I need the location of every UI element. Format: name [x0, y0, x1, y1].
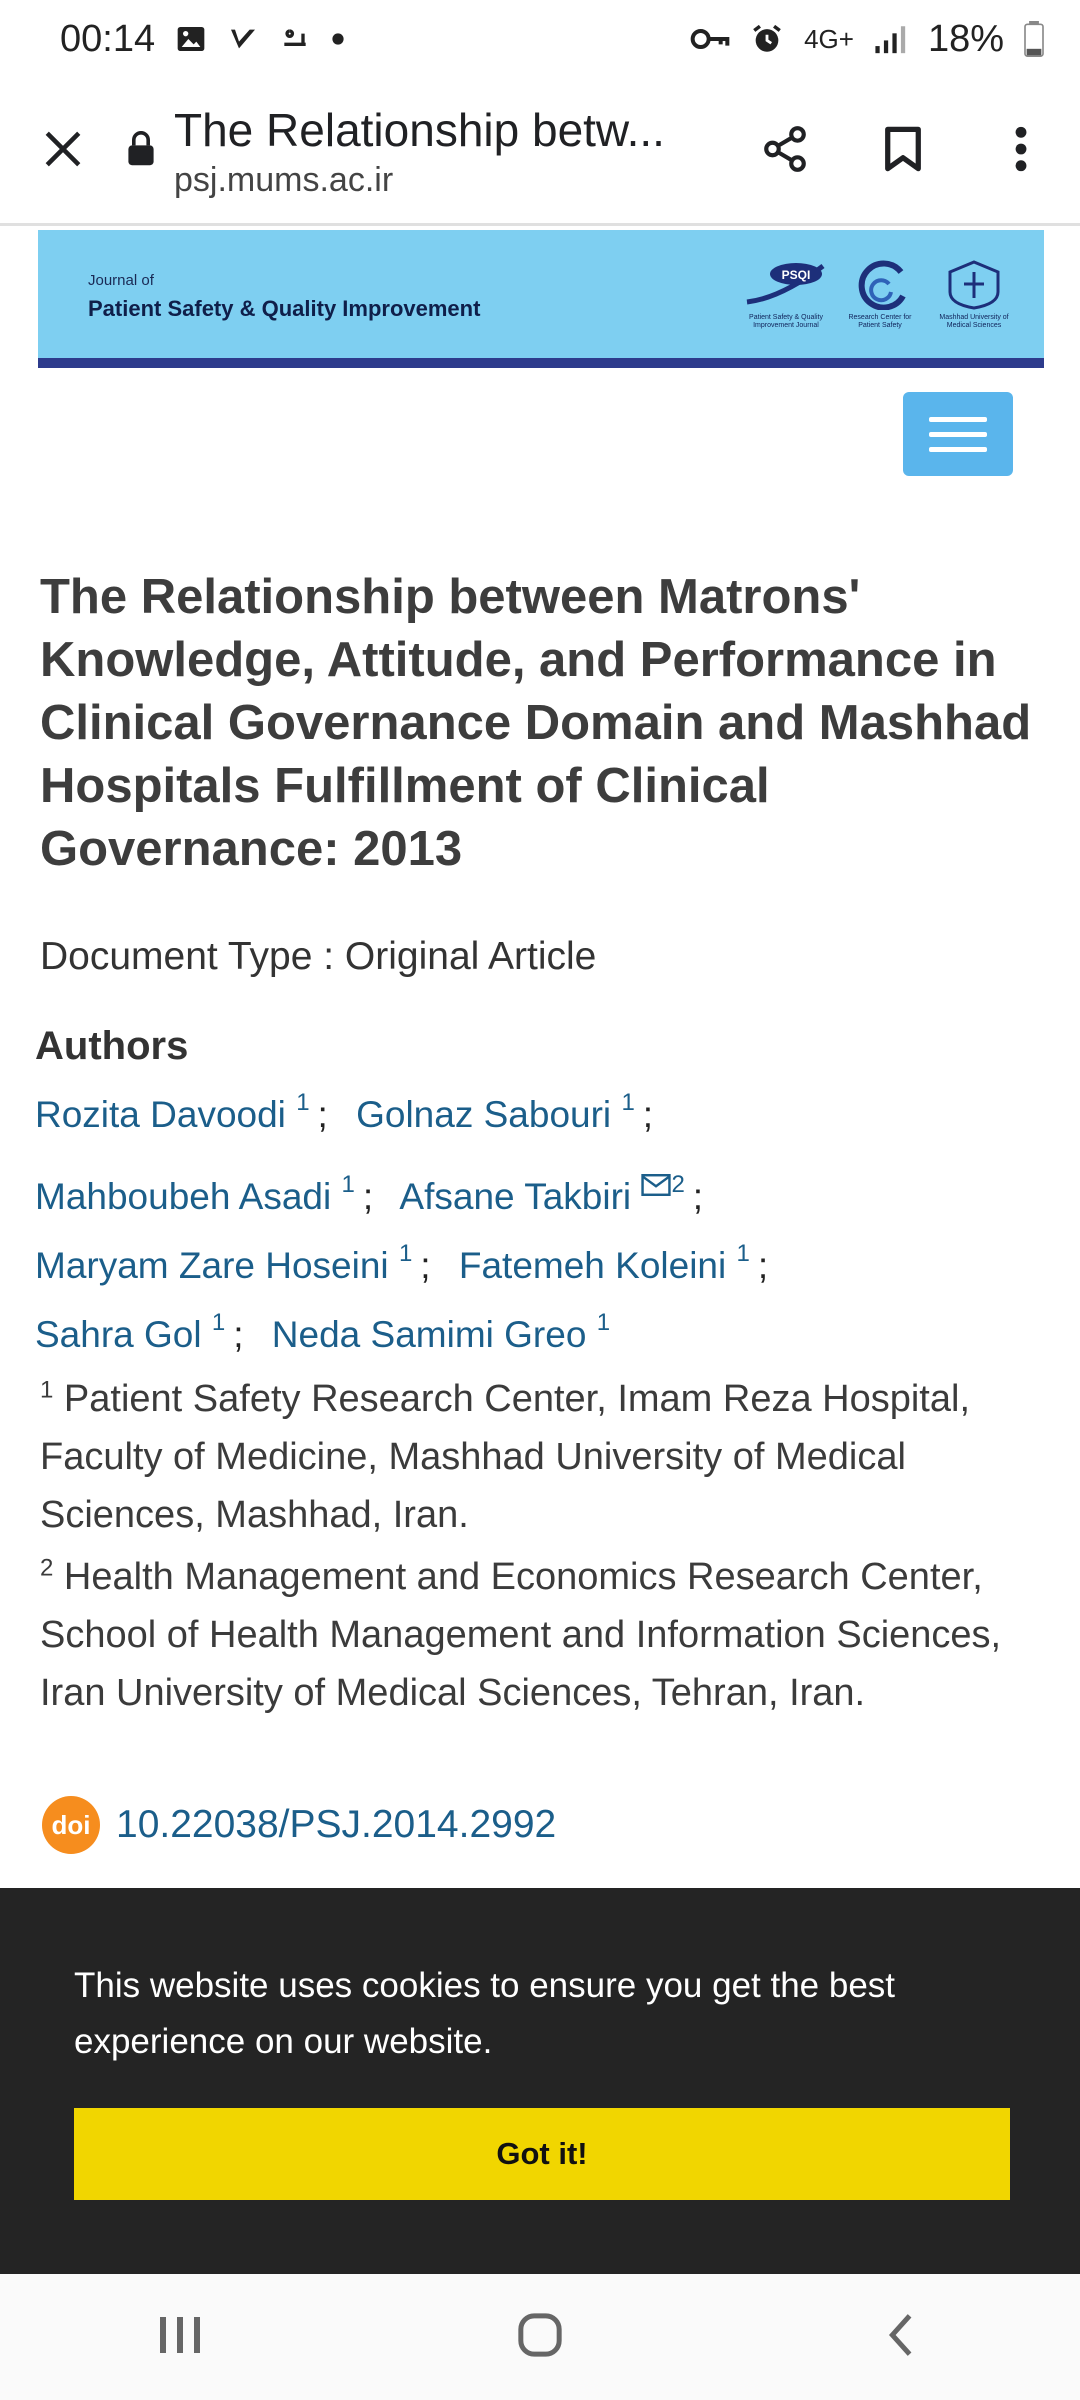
affiliation-number: 1: [40, 1376, 54, 1404]
cookie-accept-button[interactable]: Got it!: [74, 2108, 1010, 2200]
author-separator: ;: [233, 1314, 244, 1356]
author-link[interactable]: Afsane Takbiri $^2$: [399, 1176, 684, 1217]
menu-icon-bar: [929, 447, 987, 452]
url-host: psj.mums.ac.ir: [174, 161, 394, 199]
author-separator: ;: [317, 1094, 328, 1135]
cookie-message: This website uses cookies to ensure you get the best experience on our website.: [74, 1966, 896, 2061]
alarm-icon: [750, 22, 784, 56]
more-notifications-dot-icon: [331, 32, 345, 46]
author-link[interactable]: Sahra Gol $^1$: [35, 1309, 226, 1356]
research-center-logo: [840, 258, 920, 329]
author-separator: ;: [642, 1094, 654, 1135]
battery-icon: [1024, 21, 1044, 57]
bookmark-button[interactable]: [844, 79, 962, 225]
article-title: The Relationship between Matrons' Knowledge, Attitude, and Performance in Clinical Governance Domain and Mashhad Hospitals Fulfillment of Clinical Governance: 2013: [40, 570, 1032, 876]
document-type: Document Type : Original Article: [40, 935, 597, 978]
toolbar-actions: [726, 79, 1080, 225]
lock-icon: [126, 131, 156, 172]
affiliations: [40, 1370, 1050, 1726]
affiliation-text: Health Management and Economics Research Center, School of Health Management and Information Sciences, Iran University of Medical Sciences, Tehran, Iran.: [40, 1556, 1002, 1714]
psqi-logo-caption: Patient Safety & Quality Improvement Journal: [749, 314, 823, 329]
doi-link[interactable]: 10.22038/PSJ.2014.2992: [116, 1803, 557, 1846]
banner-logos: [746, 258, 1014, 329]
banner-title: Patient Safety & Quality Improvement: [88, 296, 481, 321]
bookmark-icon: [882, 125, 924, 178]
gallery-notification-icon: [175, 23, 207, 55]
banner-subtitle: Journal of: [88, 272, 154, 289]
network-type: 4G+: [804, 23, 854, 54]
check-notification-icon: [227, 23, 259, 55]
authors-line: [35, 1149, 1045, 1231]
home-icon: [517, 2312, 563, 2363]
share-button[interactable]: [726, 79, 844, 225]
author-separator: ;: [362, 1176, 374, 1218]
author-link[interactable]: Rozita Davoodi $^1$: [35, 1088, 310, 1135]
mail-icon[interactable]: [641, 1149, 671, 1218]
status-left: [60, 18, 345, 61]
home-button[interactable]: [470, 2287, 610, 2387]
app-notification-icon: [279, 23, 311, 55]
author-separator: ;: [420, 1245, 431, 1287]
affiliation-number: 2: [40, 1554, 54, 1582]
author-link[interactable]: Maryam Zare Hoseini $^1$: [35, 1240, 413, 1287]
author-link[interactable]: Mahboubeh Asadi $^1$: [35, 1171, 355, 1218]
share-icon: [760, 124, 810, 179]
menu-icon-bar: [929, 432, 987, 437]
authors-line: [35, 1080, 1045, 1149]
url-texts: [174, 103, 665, 200]
key-icon: [690, 25, 730, 53]
journal-banner[interactable]: [38, 230, 1044, 368]
doi-row: [42, 1796, 556, 1854]
author-separator: ;: [757, 1245, 769, 1287]
research-center-logo-caption: Research Center for Patient Safety: [848, 314, 912, 329]
back-icon: [885, 2312, 915, 2363]
cookie-banner: [0, 1888, 1080, 2274]
address-bar[interactable]: [126, 103, 726, 200]
system-nav-bar: [0, 2274, 1080, 2400]
close-icon: [42, 128, 84, 175]
status-bar: [0, 0, 1080, 78]
recent-apps-button[interactable]: [110, 2287, 250, 2387]
affiliation-text: Patient Safety Research Center, Imam Reza Hospital, Faculty of Medicine, Mashhad University of Medical Sciences, Mashhad, Iran.: [40, 1378, 971, 1536]
authors-line: [35, 1300, 1045, 1369]
signal-icon: [874, 24, 908, 54]
more-options-button[interactable]: [962, 79, 1080, 225]
more-vert-icon: [1014, 126, 1028, 177]
recent-apps-icon: [158, 2315, 202, 2360]
status-right: [690, 18, 1044, 61]
author-link[interactable]: Fatemeh Koleini $^1$: [458, 1240, 750, 1287]
battery-percent: 18%: [927, 17, 1004, 60]
affiliation-item: [40, 1370, 1050, 1544]
status-time: 00:14: [60, 17, 156, 60]
close-tab-button[interactable]: [0, 79, 126, 225]
psqi-logo: [746, 258, 826, 329]
university-logo: [934, 258, 1014, 329]
browser-toolbar: [0, 80, 1080, 226]
author-separator: ;: [692, 1176, 704, 1218]
authors-list: [35, 1080, 1045, 1369]
psqi-mark: PSQI: [781, 268, 811, 282]
authors-heading: Authors: [35, 1024, 189, 1068]
author-link[interactable]: Neda Samimi Greo $^1$: [271, 1309, 611, 1356]
back-button[interactable]: [830, 2287, 970, 2387]
doi-badge-icon: doi: [42, 1796, 100, 1854]
menu-button[interactable]: [903, 392, 1013, 476]
affiliation-item: [40, 1548, 1050, 1722]
author-link[interactable]: Golnaz Sabouri $^1$: [356, 1088, 635, 1135]
authors-line: [35, 1231, 1045, 1300]
menu-icon-bar: [929, 417, 987, 422]
university-logo-caption: Mashhad University of Medical Sciences: [939, 314, 1009, 329]
page-title: The Relationship betw...: [174, 104, 665, 156]
